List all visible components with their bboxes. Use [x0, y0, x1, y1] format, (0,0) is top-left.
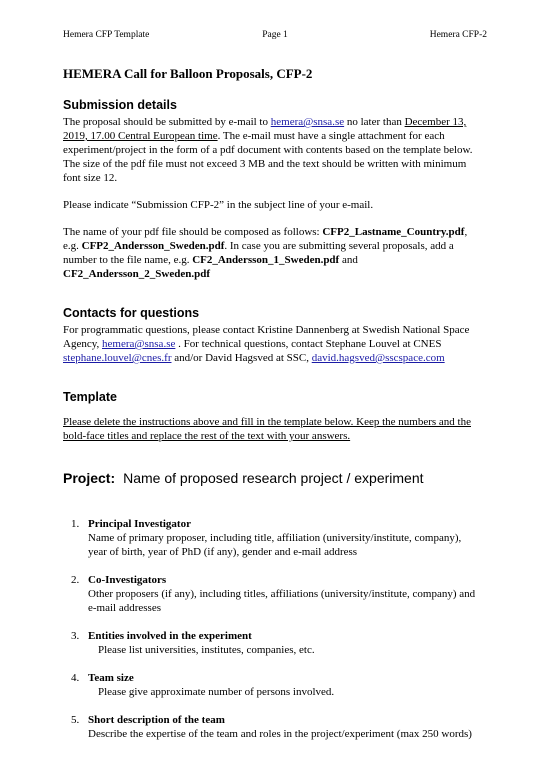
submission-text-3: . The e-mail must have a single attachment for each experiment/project in the form of a pdf document with contents based on the template below. The size of the pdf file must not exceed 3 MB and the text should be written with minimum font size 12. — [63, 130, 473, 184]
item-title: Team size — [88, 672, 134, 684]
list-item — [63, 573, 481, 615]
filename-text-2: , e.g. — [63, 226, 468, 252]
item-text: Please list universities, institutes, companies, etc. — [98, 644, 315, 656]
header-right: Hemera CFP-2 — [429, 30, 487, 40]
item-number: 3. — [71, 630, 80, 642]
deadline: December 13, 2019, 17.00 Central European time — [63, 116, 467, 142]
subject-line-instruction: Please indicate “Submission CFP-2” in the subject line of your e-mail. — [63, 199, 374, 211]
filename-text-4: and — [339, 254, 358, 266]
filename-example-1: CF2_Andersson_1_Sweden.pdf — [192, 254, 340, 266]
item-number: 2. — [71, 574, 80, 586]
document-title: HEMERA Call for Balloon Proposals, CFP-2 — [63, 66, 313, 81]
contacts-heading: Contacts for questions — [63, 306, 200, 320]
template-heading: Template — [63, 390, 117, 404]
filename-text-3: . In case you are submitting several proposals, add a number to the file name, e.g. — [63, 240, 454, 266]
filename-example-2: CF2_Andersson_2_Sweden.pdf — [63, 268, 210, 280]
item-text: Please give approximate number of persons involved. — [98, 686, 335, 698]
document-body — [63, 66, 481, 755]
submission-email-link[interactable]: hemera@snsa.se — [270, 116, 345, 128]
filename-pattern: CFP2_Lastname_Country.pdf — [322, 226, 465, 238]
header-page-number: Page 1 — [262, 30, 288, 40]
contact-email-ssc[interactable]: david.hagsved@sscspace.com — [311, 352, 445, 364]
template-items — [63, 517, 481, 741]
filename-example: CFP2_Andersson_Sweden.pdf — [81, 240, 225, 252]
submission-text: The proposal should be submitted by e-mail to — [63, 116, 271, 128]
project-line — [63, 470, 481, 487]
item-title: Co-Investigators — [88, 574, 167, 586]
item-title: Principal Investigator — [88, 518, 191, 530]
list-item — [63, 517, 481, 559]
page-header — [63, 30, 487, 44]
item-number: 1. — [71, 518, 80, 530]
item-number: 4. — [71, 672, 80, 684]
contact-email-snsa[interactable]: hemera@snsa.se — [102, 338, 176, 350]
list-item — [63, 629, 481, 657]
template-instruction: Please delete the instructions above and fill in the template below. Keep the numbers and the bold-face titles and replace the rest of the text with your answers. — [63, 416, 471, 442]
header-left: Hemera CFP Template — [63, 30, 150, 40]
item-text: Describe the expertise of the team and roles in the project/experiment (max 250 words) — [88, 728, 472, 740]
project-label: Project: — [63, 470, 116, 486]
contact-email-cnes[interactable]: stephane.louvel@cnes.fr — [63, 352, 172, 364]
contacts-text: For programmatic questions, please contact Kristine Dannenberg at Swedish National Space Agency, — [63, 324, 470, 350]
item-title: Entities involved in the experiment — [88, 630, 252, 642]
list-item — [63, 671, 481, 699]
item-number: 5. — [71, 714, 80, 726]
filename-text: The name of your pdf file should be composed as follows: — [63, 226, 323, 238]
item-text: Other proposers (if any), including titles, affiliations (university/institute, company) and e-mail addresses — [88, 588, 476, 614]
filename-paragraph — [63, 225, 481, 281]
list-item — [63, 713, 481, 741]
submission-heading: Submission details — [63, 98, 177, 112]
submission-text-2: no later than — [344, 116, 405, 128]
item-text: Name of primary proposer, including title, affiliation (university/institute, company), year of birth, year of PhD (if any), gender and e-mail address — [88, 532, 462, 558]
contacts-text-3: and/or David Hagsved at SSC, — [171, 352, 312, 364]
contacts-text-2: . For technical questions, contact Stephane Louvel at CNES — [175, 338, 442, 350]
item-title: Short description of the team — [88, 714, 225, 726]
submission-paragraph — [63, 115, 481, 185]
project-name: Name of proposed research project / experiment — [123, 470, 424, 486]
contacts-paragraph — [63, 323, 481, 365]
